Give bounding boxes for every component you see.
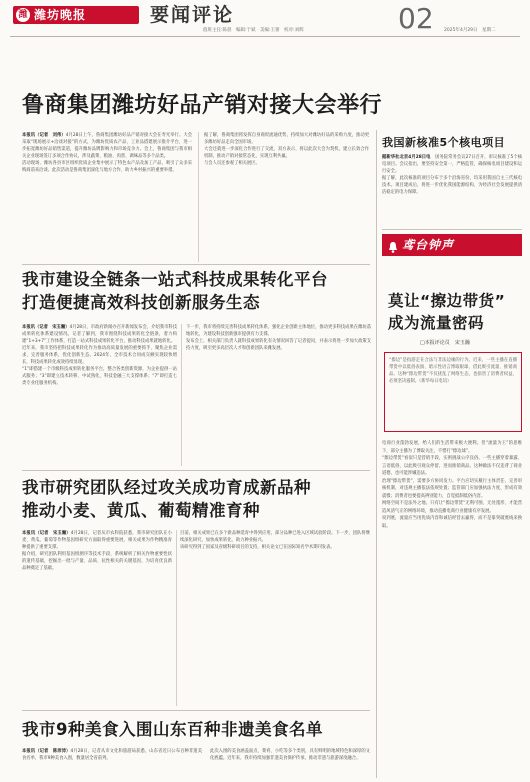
masthead (0, 0, 530, 34)
article1-headline: 鲁商集团潍坊好品产销对接大会举行 (22, 93, 383, 118)
article2-paragraph: 近年来，我市坚持把科技成果转化作为推动高质量发展的重要抓手，聚焦企业需求，完善服务体系，优化创新生态。2024年，全市技术合同成交额实现较快增长，科技成果转化成效持续显现。 (22, 346, 177, 365)
commentary-paragraph: “擦边带货”看似只是营销手段，实则挑战公序良俗。一些主播穿着暴露、言语低俗，以此吸引观众停留，进而推销商品。这种做法不仅违背了商业道德，也可能涉嫌违法。 (382, 456, 522, 476)
article4-paragraph: 4月28日，记者从市文化和旅游局获悉，山东省近日公布百种非遗美食名单，我市9种美食入围，数量居全省前列。 (22, 749, 202, 761)
issue-date: 2025年4月29日 星期二 (444, 28, 496, 33)
article5-body (382, 154, 522, 226)
article2-paragraph: 发布会上，相关部门负责人就科技成果转化有关情况回答了记者提问，并表示将进一步加大政策支持力度，吸引更多高层次人才和创新团队来潍发展。 (186, 339, 371, 351)
article4-body-col1 (22, 748, 202, 778)
article3-paragraph: 据介绍，研究团队利用基因组测序等技术手段，系统解析了相关作物重要性状的遗传基础，挖掘出一批与产量、品质、抗性相关的关键基因，为培育优良新品种奠定了基础。 (22, 552, 172, 571)
article3-paragraph: 4月28日，记者从市农科院获悉，我市研究团队在小麦、黄瓜、葡萄等作物基因组研究方面取得重要进展，相关成果为作物精准育种提供了重要支撑。 (22, 531, 172, 550)
section-divider (382, 229, 522, 230)
article1-body-col1 (22, 132, 192, 264)
column-divider (181, 324, 182, 466)
commentary-paragraph: 电商行业蓬勃发展，给人们的生活带来极大便利。但“流量为王”的思维下，部分主播为了博取关注，不惜打“擦边球”。 (382, 441, 522, 454)
article2-byline: 本报讯（记者 宋玉瀚） (22, 325, 70, 330)
commentary-headline-line2: 成为流量密码 (388, 314, 485, 332)
commentary-paragraph: 治理“擦边带货”，需要多方协同发力。平台应切实履行主体责任，完善审核机制，对违规主播依法依规处置；监管部门应加强执法力度，形成有效震慑；消费者也要提高辨别能力，自觉抵制低俗内容。 (382, 478, 522, 499)
article4-byline: 本报讯（记者 陈沛沛） (22, 749, 71, 754)
article5-paragraph: 据了解，此次核准的项目分布于多个沿海省份，均采用我国自主三代核电技术。项目建成后，将进一步优化我国能源结构，为经济社会发展提供清洁稳定的电力保障。 (382, 176, 522, 195)
article4-body-col2 (210, 748, 370, 778)
newspaper-name: 潍坊晚报 (34, 8, 87, 22)
article1-body-col2 (204, 132, 369, 264)
article2-headline-line2: 打造便捷高效科技创新服务生态 (22, 293, 260, 312)
commentary-body (382, 440, 522, 776)
article2-body-col2 (186, 324, 371, 468)
article3-headline-line1: 我市研究团队经过攻关成功育成新品种 (22, 478, 311, 497)
article1-paragraph: 4月28日上午，鲁商集团潍坊好品产销对接大会在寿光举行。大会采取“现场展示+洽谈对接”的方式，为潍坊优质农产品、工业品搭建展示推介平台，进一步拓宽潍坊好品销售渠道，提升潍坊品牌影响力和市场竞争力。会上，鲁商集团与我市相关企业现场签订多项合作协议，涉及蔬菜、粮油、肉蛋、调味品等多个品类。 (22, 133, 192, 159)
newspaper-logo-icon: 潍 (16, 8, 30, 22)
section-divider (22, 470, 370, 471)
article3-paragraph: 目前，相关成果已在多个新品种选育中得到应用，部分品种已进入区域试验阶段。下一步，团队将继续深化研究，加快成果转化，助力种业振兴。 (180, 531, 370, 543)
article3-body-col1 (22, 530, 172, 708)
article1-paragraph: 与会人员还参观了相关展区。 (204, 161, 260, 166)
article5-paragraph: 国务院常务会议27日召开，审议核准了5个核电项目。会议指出，要坚持安全第一，严格监管，确保核电项目建设和运行安全。 (382, 155, 522, 174)
section-divider (22, 264, 370, 265)
article1-byline: 本报讯（记者 刘伟） (22, 133, 66, 138)
bell-icon (388, 238, 398, 250)
column-banner (382, 234, 522, 256)
page-number: 02 (398, 2, 434, 35)
article1-paragraph: 大会还就进一步深化合作进行了交流，双方表示，将以此次大会为契机，建立长效合作机制，推动产销对接常态化，实现互利共赢。 (204, 147, 369, 159)
masthead-divider (10, 36, 520, 37)
article5-headline: 我国新核准5个核电项目 (382, 136, 506, 149)
section-title: 要闻评论 (150, 4, 235, 26)
article4-paragraph: 此次入围的美食涵盖面点、菜肴、小吃等多个类别，具有鲜明的地域特色和深厚的文化底蕴。近年来，我市持续加强非遗美食保护传承，推动非遗与旅游深度融合。 (210, 749, 370, 761)
article3-paragraph: 该研究得到了国家及省级科研项目的支持，相关论文已在国际知名学术期刊发表。 (180, 545, 335, 550)
column-divider (198, 132, 199, 262)
article5-byline: 据新华社北京4月28日电 (382, 155, 431, 160)
column-divider (376, 130, 377, 778)
article2-headline-line1: 我市建设全链条一站式科技成果转化平台 (22, 270, 328, 289)
article3-byline: 本报讯（记者 宋玉瀚） (22, 531, 71, 536)
article2-paragraph: “1”即搭建一个市级科技成果转化服务平台，整合各类创新资源，为企业提供一站式服务；“3”即建立技术转移、中试熟化、科技金融三大支撑体系；“7”即打造七类专业化服务机构。 (22, 367, 177, 386)
article1-paragraph: 活动现场，潍坊各县市区组织优质企业集中展示了特色农产品及加工产品，吸引了众多采购商前来洽谈。此次活动是鲁商集团深化与地方合作、助力乡村振兴的重要举措。 (22, 161, 192, 173)
editors-line: 值班主任:陈晨 编辑:于斌 美编:王蕾 校对:刘辉 (203, 28, 304, 33)
article4-headline: 我市9种美食入围山东百种非遗美食名单 (22, 720, 323, 739)
column-divider (176, 530, 177, 706)
commentary-summary: “擦边”是指游走在合法与非法边缘的行为。近来，一些主播在直播带货中以低俗表演、暗示性语言博取眼球，借此吸引流量、推销商品。这种“擦边带货”不仅扰乱了网络生态，也损害了消费者权益，必须坚决遏制。（新华每日电讯） (389, 358, 517, 384)
commentary-paragraph: 说到底，流量应当用优质内容和诚信经营去赢得，而不是靠突破底线来换取。 (382, 516, 522, 529)
article2-paragraph: 下一步，我市将持续完善科技成果转化体系，强化企业创新主体地位，推动更多科技成果在潍坊落地转化，为建设科技创新强市提供有力支撑。 (186, 325, 371, 337)
article2-paragraph: 4月28日，市政府新闻办召开新闻发布会，介绍我市科技成果转化体系建设情况。记者了解到，我市围绕科技成果转化全链条，着力构建“1+3+7”工作体系，打造一站式科技成果转化平台，推动科技成果就地转化。 (22, 325, 177, 344)
article3-headline-line2: 推动小麦、黄瓜、葡萄精准育种 (22, 501, 260, 520)
commentary-summary-box (384, 352, 522, 432)
article2-body-col1 (22, 324, 177, 468)
article1-paragraph: 据了解，鲁商集团将发挥自身商贸流通优势，持续加大对潍坊好品的采购力度，推动更多潍坊好品走向全国市场。 (204, 133, 369, 145)
column-name: 鸢台钟声 (402, 238, 455, 252)
commentary-author: □本报评论员 宋玉瀚 (420, 340, 470, 346)
article3-body-col2 (180, 530, 370, 708)
commentary-headline-line1: 莫让“擦边带货” (388, 292, 506, 310)
section-divider (22, 710, 370, 711)
commentary-paragraph: 网络空间不是法外之地。只有让“擦边带货”无利可图、无处遁形，才能营造风清气正的网络环境，推动直播电商行业健康有序发展。 (382, 501, 522, 514)
